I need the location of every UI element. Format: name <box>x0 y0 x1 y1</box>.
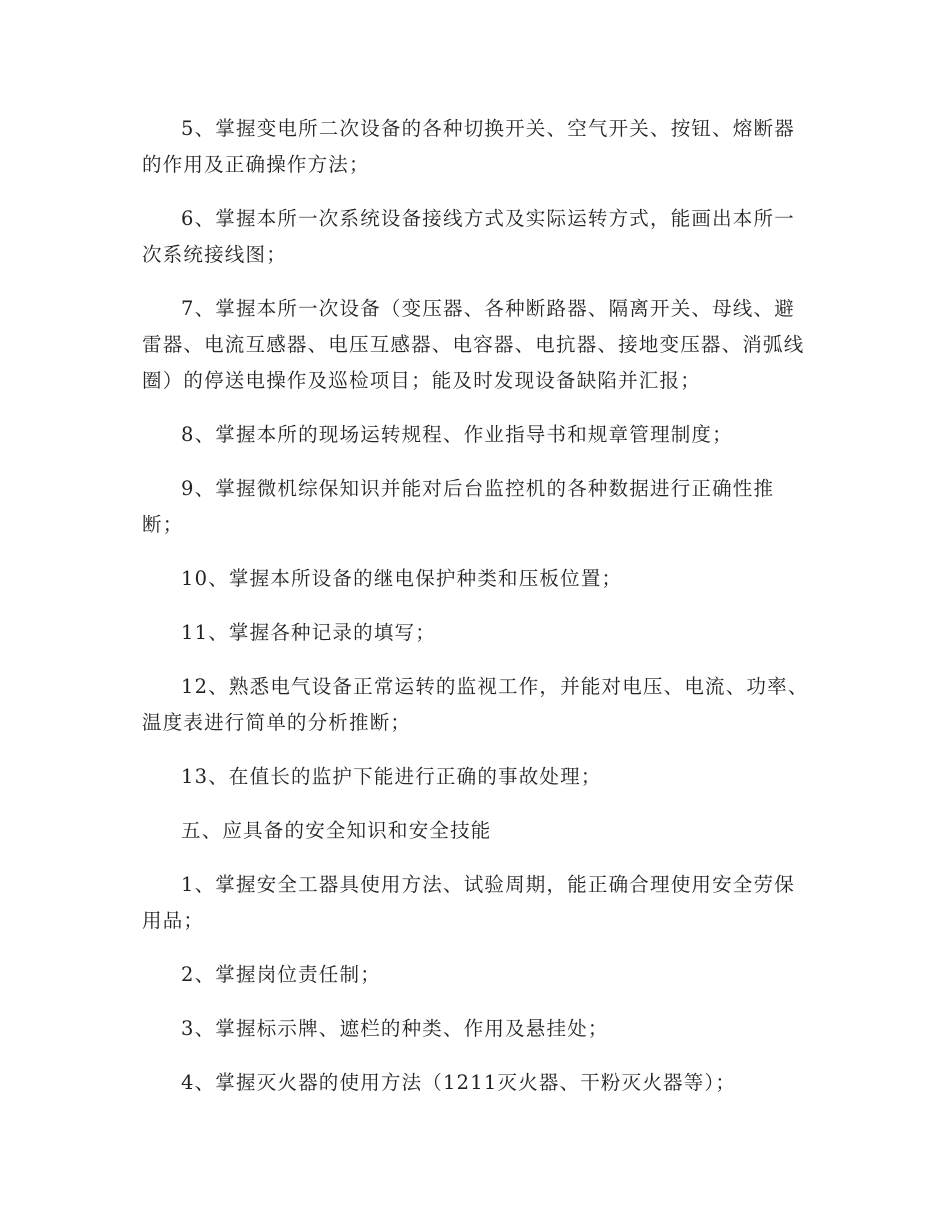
paragraph-item-12: 12、熟悉电气设备正常运转的监视工作，并能对电压、电流、功率、温度表进行简单的分析推断； <box>142 675 809 734</box>
paragraph-item-10: 10、掌握本所设备的继电保护种类和压板位置； <box>181 567 623 590</box>
paragraph-safety-2: 2、掌握岗位责任制； <box>181 963 381 986</box>
paragraph-item-7: 7、掌握本所一次设备（变压器、各种断路器、隔离开关、母线、避雷器、电流互感器、电压互感器、电容器、电抗器、接地变压器、消弧线圈）的停送电操作及巡检项目；能及时发现设备缺陷并汇报； <box>142 297 805 392</box>
paragraph-item-8: 8、掌握本所的现场运转规程、作业指导书和规章管理制度； <box>181 423 733 446</box>
paragraph-safety-1: 1、掌握安全工器具使用方法、试验周期，能正确合理使用安全劳保用品； <box>142 873 795 932</box>
section-heading-safety: 五、应具备的安全知识和安全技能 <box>181 819 492 842</box>
paragraph-item-9: 9、掌握微机综保知识并能对后台监控机的各种数据进行正确性推断； <box>142 477 775 536</box>
paragraph-item-13: 13、在值长的监护下能进行正确的事故处理； <box>181 765 602 788</box>
document-body <box>142 111 810 1119</box>
paragraph-item-11: 11、掌握各种记录的填写； <box>181 621 436 644</box>
paragraph-safety-4: 4、掌握灭火器的使用方法（1211灭火器、干粉灭火器等）； <box>181 1071 737 1094</box>
paragraph-item-6: 6、掌握本所一次系统设备接线方式及实际运转方式，能画出本所一次系统接线图； <box>142 207 795 266</box>
paragraph-item-5: 5、掌握变电所二次设备的各种切换开关、空气开关、按钮、熔断器的作用及正确操作方法； <box>142 117 795 176</box>
paragraph-safety-3: 3、掌握标示牌、遮栏的种类、作用及悬挂处； <box>181 1017 609 1040</box>
